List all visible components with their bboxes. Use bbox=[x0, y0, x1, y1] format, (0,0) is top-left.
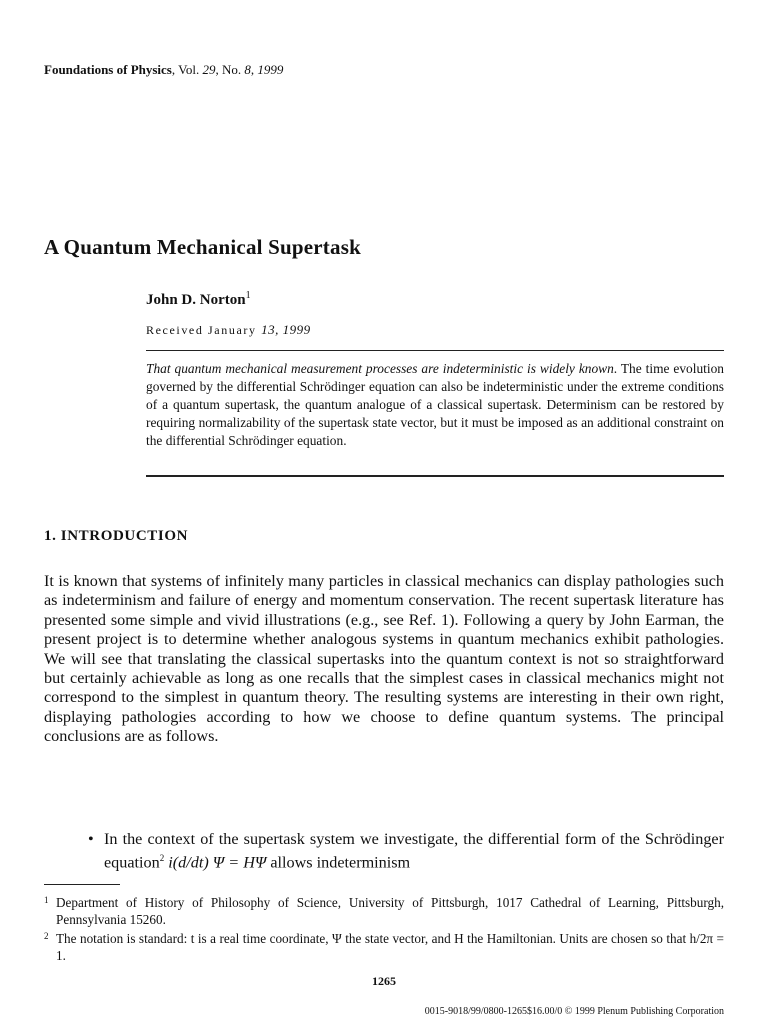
received-label: Received January bbox=[146, 323, 257, 337]
intro-paragraph: It is known that systems of infinitely many particles in classical mechanics can display pathologies such as indeterminism and failure of energy and momentum conservation. The recent supertask literature has presented some simple and vivid illustrations (e.g., see Ref. 1). Following a query by John Earman, the present project is to determine whether analogous systems in quantum mechanics exhibit pathologies. We will see that translating the classical supertasks into the quantum context is not so straightforward but certainly achievable as long as one recalls that the simplest cases in classical mechanics might not correspond to the simplest in quantum theory. The resulting systems are interesting in their own right, displaying pathologies according to how we choose to define quantum systems. The principal conclusions are as follows. bbox=[44, 572, 724, 746]
issue-label: , No. bbox=[215, 62, 245, 77]
footnote-rule bbox=[44, 884, 120, 885]
bullet-item bbox=[88, 830, 724, 873]
bullet-text-after: allows indeterminism bbox=[270, 853, 411, 872]
abstract-top-rule bbox=[146, 350, 724, 351]
footnote-2-number: 2 bbox=[44, 931, 49, 941]
page-number: 1265 bbox=[372, 974, 396, 988]
author-name: John D. Norton bbox=[146, 292, 246, 308]
abstract bbox=[146, 360, 724, 450]
received-date: 13, 1999 bbox=[261, 322, 311, 337]
footnote-1 bbox=[44, 894, 724, 928]
copyright-line: 0015-9018/99/0800-1265$16.00/0 © 1999 Plenum Publishing Corporation bbox=[424, 1006, 724, 1017]
bullet-text-before: In the context of the supertask system we investigate, the differential form of the Schrödinger equation bbox=[104, 830, 724, 872]
author-line bbox=[146, 290, 251, 309]
schrodinger-equation: i(d/dt) Ψ = HΨ bbox=[168, 853, 267, 872]
footnote-2-text: The notation is standard: t is a real time coordinate, Ψ the state vector, and H the Hamiltonian. Units are chosen so that h/2π = 1. bbox=[56, 931, 724, 963]
section-heading: 1. INTRODUCTION bbox=[44, 528, 189, 544]
bullet-footnote-marker: 2 bbox=[159, 853, 165, 864]
abstract-body: . The time evolution governed by the differential Schrödinger equation can also be indeterministic under the extreme conditions of a quantum supertask, the quantum analogue of a classical supertask. Determinism can be restored by requiring normalizability of the supertask state vector, but it must be imposed as an additional constraint on the differential Schrödinger equation. bbox=[146, 361, 724, 448]
footnote-2 bbox=[44, 930, 724, 964]
footnote-1-number: 1 bbox=[44, 895, 49, 905]
abstract-bottom-rule bbox=[146, 475, 724, 477]
footnote-1-text: Department of History of Philosophy of Science, University of Pittsburgh, 1017 Cathedral of Learning, Pittsburgh, Pennsylvania 15260. bbox=[56, 895, 724, 927]
received-line bbox=[146, 322, 311, 338]
bullet-icon: • bbox=[88, 830, 94, 848]
paper-title: A Quantum Mechanical Supertask bbox=[44, 235, 361, 259]
journal-citation: Foundations of Physics, Vol. 29, No. 8, 1999 bbox=[44, 62, 284, 77]
abstract-italic: That quantum mechanical measurement processes are indeterministic is widely known bbox=[146, 361, 614, 376]
volume-number: 29 bbox=[202, 62, 216, 77]
bullet-text bbox=[104, 830, 724, 873]
vol-label: , Vol. bbox=[171, 62, 203, 77]
journal-year: 1999 bbox=[257, 62, 284, 77]
author-footnote-marker: 1 bbox=[245, 290, 251, 301]
journal-name: Foundations of Physics bbox=[44, 62, 172, 77]
issue-number: 8 bbox=[244, 62, 251, 77]
